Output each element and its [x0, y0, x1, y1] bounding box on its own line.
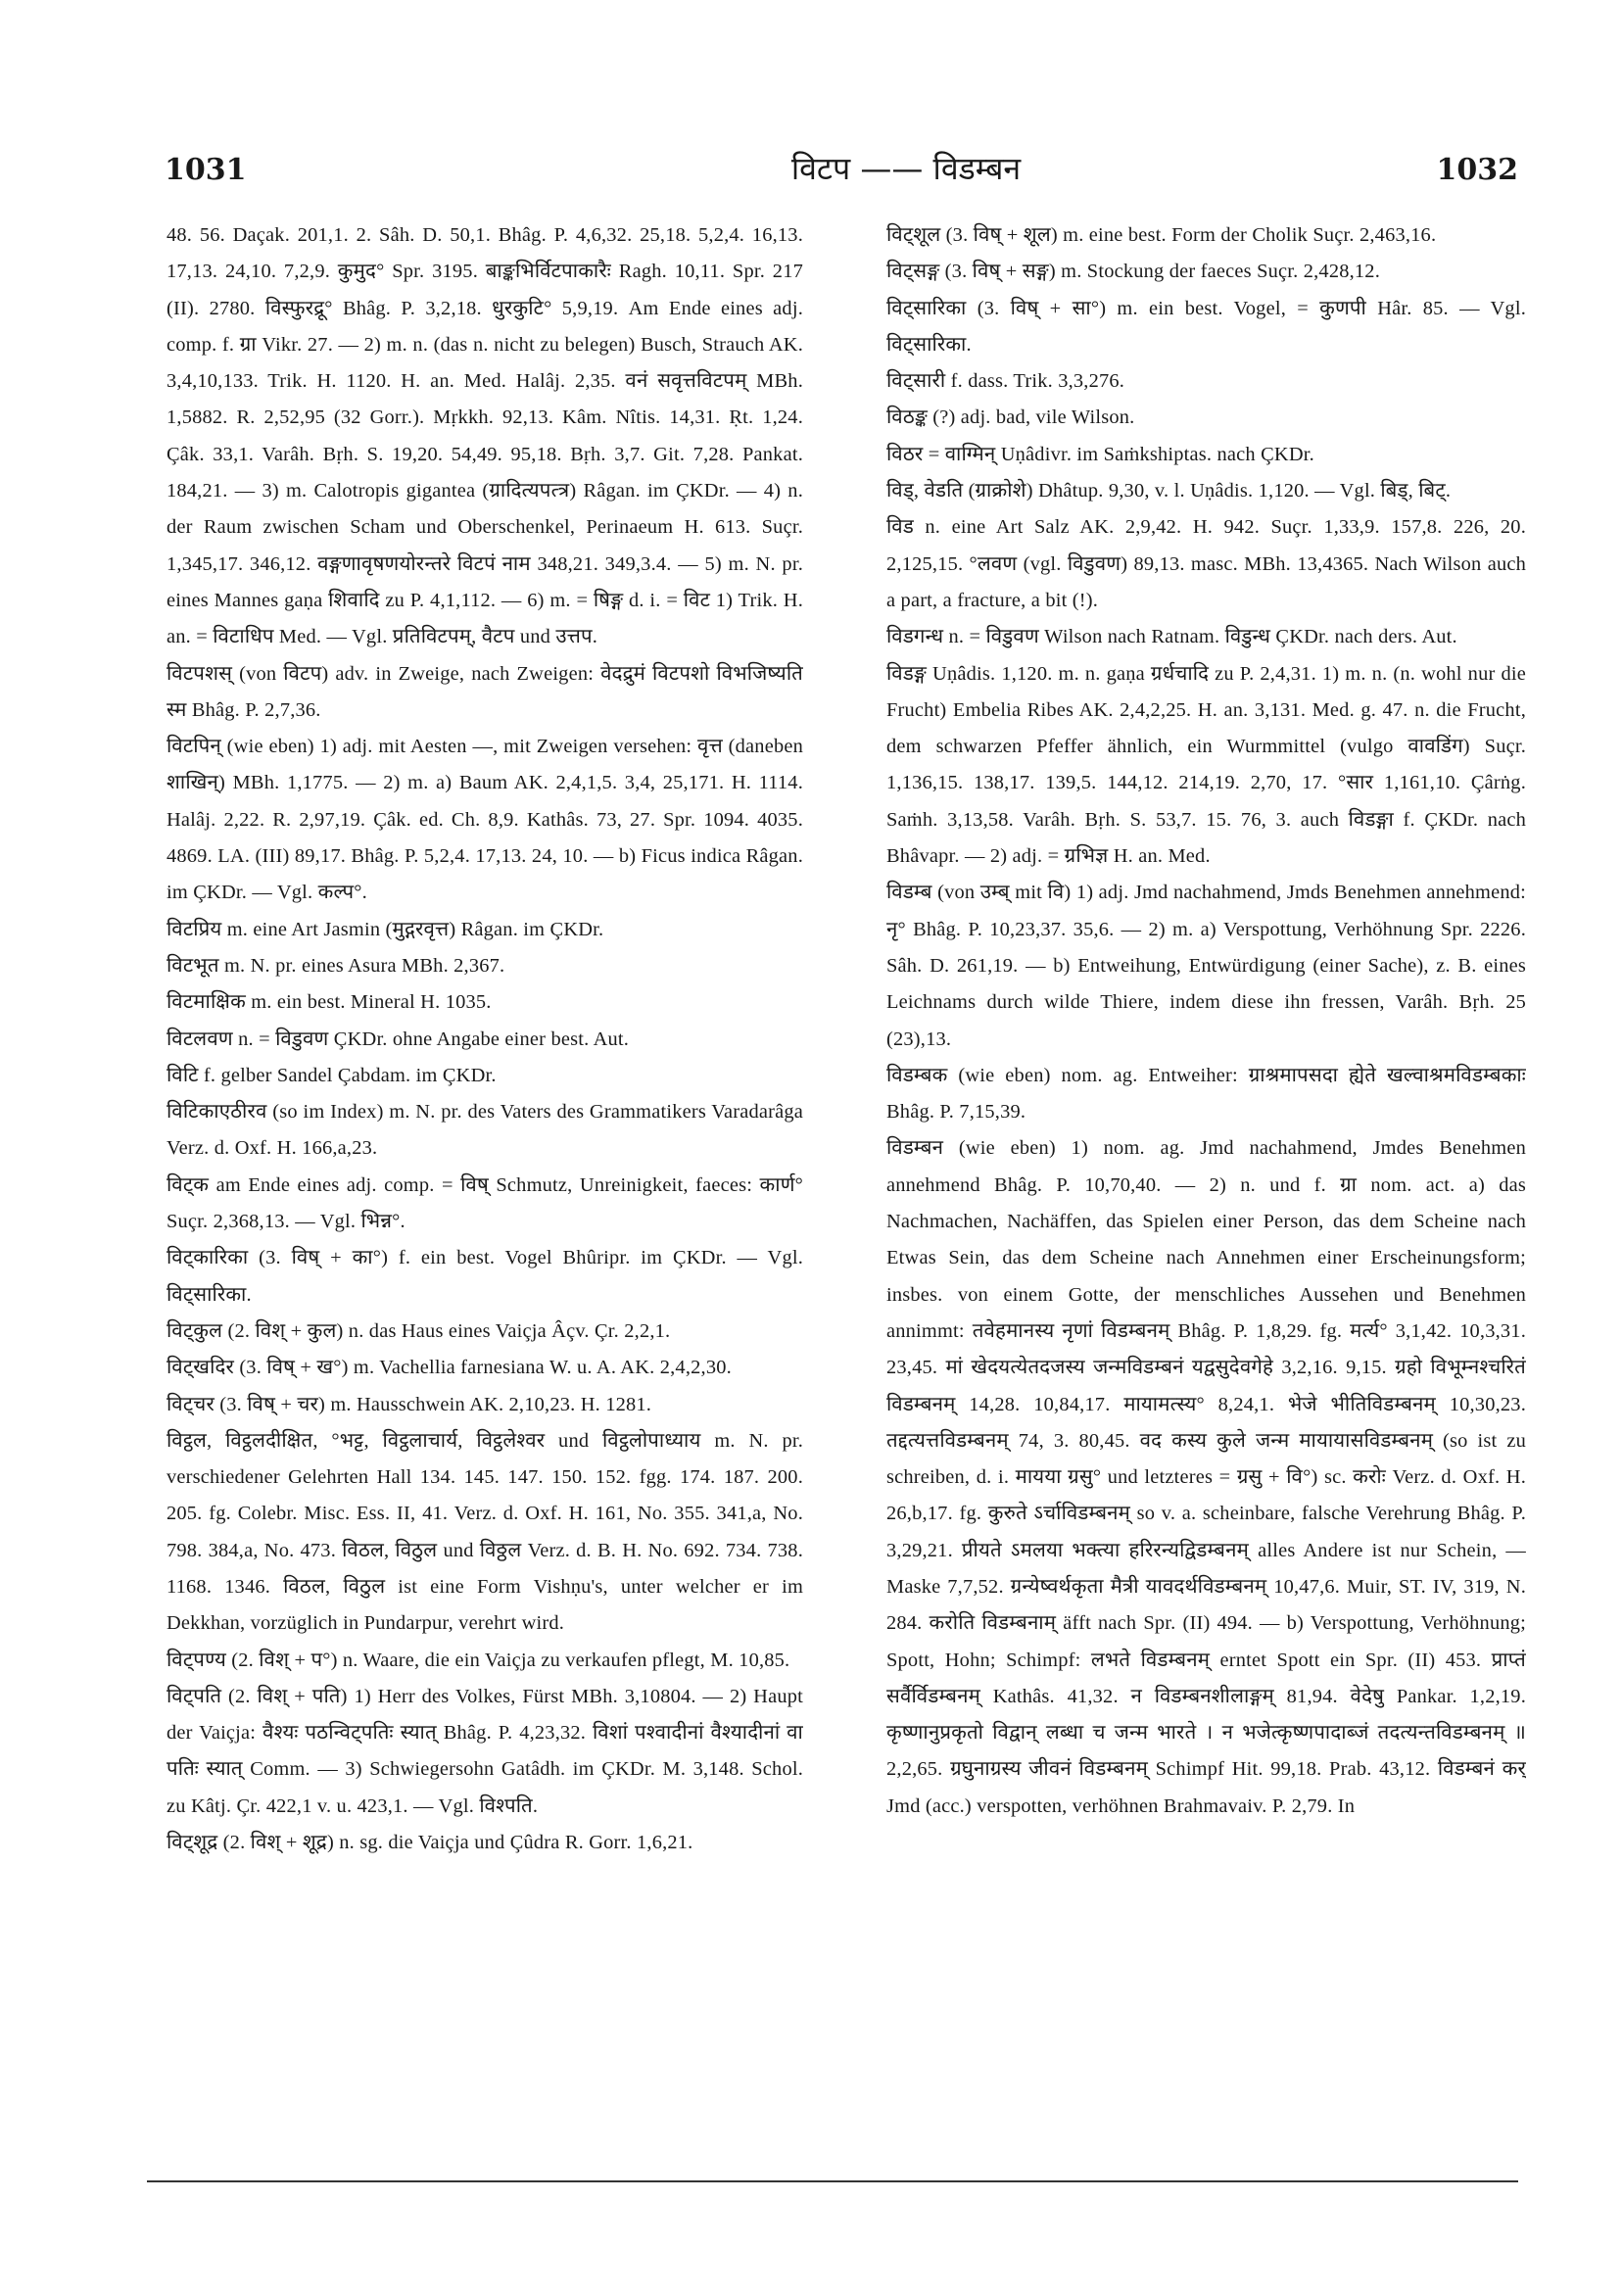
bottom-rule — [147, 2180, 1518, 2182]
entry-paragraph: विट्पण्य (2. विश् + प°) n. Waare, die ein Vaiçja zu verkaufen pflegt, M. 10,85. — [167, 1649, 790, 1671]
entry-paragraph: विट्क am Ende eines adj. comp. = विष् Schmutz, Unreinigkeit, faeces: कार्ण° Suçr. 2,368,13. — Vgl. भिन्न°. — [167, 1173, 803, 1233]
entry-paragraph: विड्, वेडति (ग्राक्रोशे) Dhâtup. 9,30, v. l. Uṇâdis. 1,120. — Vgl. बिड्, बिट्. — [886, 480, 1452, 502]
entry-paragraph: विट्कारिका (3. विष् + का°) f. ein best. Vogel Bhûripr. im ÇKDr. — Vgl. विट्सारिका. — [167, 1247, 803, 1306]
entry-paragraph: विठङ्क (?) adj. bad, vile Wilson. — [886, 407, 1135, 429]
entry-paragraph: विटपिन् (wie eben) 1) adj. mit Aesten —, mit Zweigen versehen: वृत्त (daneben शाखिन्) MBh. 1,1775. — 2) m. a) Baum AK. 2,4,1,5. 3,4, 25,171. H. 1114. Halâj. 2,22. R. 2,97,19. Çâk. ed. Ch. 8,9. Kathâs. 73, 27. Spr. 1094. 4035. 4869. LA. (III) 89,17. Bhâg. P. 5,2,4. 17,13. 24, 10. — b) Ficus indica Râgan. im ÇKDr. — Vgl. कल्प°. — [167, 736, 803, 904]
entry-paragraph: विट्चर (3. विष् + चर) m. Hausschwein AK. 2,10,23. H. 1281. — [167, 1393, 652, 1415]
entry-paragraph: विट्शूल (3. विष् + शूल) m. eine best. Form der Cholik Suçr. 2,463,16. — [886, 224, 1437, 246]
entry-paragraph: विट्ठल, विट्ठलदीक्षित, °भट्ट, विट्ठलाचार्य, विट्ठलेश्वर und विट्ठलोपाध्याय m. N. pr. verschiedener Gelehrten Hall 134. 145. 147. 150. 152. fgg. 174. 187. 200. 205. fg. Colebr. Misc. Ess. II, 41. Verz. d. Oxf. H. 161, No. 355. 341,a, No. 798. 384,a, No. 473. विठल, विठुल und विठ्ठल Verz. d. B. H. No. 692. 734. 738. 1168. 1346. विठल, विठुल ist eine Form Vishṇu's, unter welcher er im Dekkhan, vorzüglich in Pundarpur, verehrt wird. — [167, 1429, 803, 1635]
entry-paragraph: विटमाक्षिक m. ein best. Mineral H. 1035. — [167, 991, 492, 1014]
entry-paragraph: विडम्बन (wie eben) 1) nom. ag. Jmd nachahmend, Jmdes Benehmen annehmend Bhâg. P. 10,70,40. — 2) n. und f. ग्रा nom. act. a) das Nachmachen, Nachäffen, das Spielen einer Person, das dem Scheine nach Etwas Sein, das dem Scheine nach Annehmen einer Erscheinungsform; insbes. von einem Gotte, der menschliches Aussehen und Benehmen annimmt: तवेहमानस्य नृणां विडम्बनम् Bhâg. P. 1,8,29. fg. मर्त्य° 3,1,42. 10,3,31. 23,45. मां खेदयत्येतदजस्य जन्मविडम्बनं यद्वसुदेवगेहे 3,2,16. 9,15. ग्रहो विभूम्नश्चरितं विडम्बनम् 14,28. 10,84,17. मायामत्स्य° 8,24,1. भेजे भीतिविडम्बनम् 10,30,23. तद्दत्यत्तविडम्बनम् 74, 3. 80,45. वद कस्य कुले जन्म मायायासविडम्बनम् (so ist zu schreiben, d. i. मायया ग्रसु° und letzteres = ग्रसु + वि°) sc. करोः Verz. d. Oxf. H. 26,b,17. fg. कुरुते ऽर्चाविडम्बनम् so v. a. scheinbare, falsche Verehrung Bhâg. P. 3,29,21. प्रीयते ऽमलया भक्त्या हरिरन्यद्विडम्बनम् alles Andere ist nur Schein, — Maske 7,7,52. ग्रन्येष्वर्थकृता मैत्री यावदर्थविडम्बनम् 10,47,6. Muir, ST. IV, 319, N. 284. करोति विडम्बनाम् äfft nach Spr. (II) 494. — b) Verspottung, Verhöhnung; Spott, Hohn; Schimpf: लभते विडम्बनम् erntet Spott ein Spr. (II) 453. प्राप्तं सर्वैर्विडम्बनम् Kathâs. 41,32. न विडम्बनशीलाङ्गम् 81,94. वेदेषु Pankar. 1,2,19. कृष्णानुप्रकृतो विद्वान् लब्धा च जन्म भारते । न भजेत्कृष्णपादाब्जं तदत्यन्तविडम्बनम् ॥ 2,2,65. ग्रघुनाग्रस्य जीवनं विडम्बनम् Schimpf Hit. 99,18. Prab. 43,12. विडम्बनं कर् Jmd (acc.) verspotten, verhöhnen Brahmavaiv. P. 2,79. In — [886, 1137, 1526, 1817]
entry-paragraph: विट्सारी f. dass. Trik. 3,3,276. — [886, 370, 1125, 393]
entry-paragraph: विट्शूद्र (2. विश् + शूद्र) n. sg. die Vaiçja und Çûdra R. Gorr. 1,6,21. — [167, 1832, 693, 1854]
running-head: विटप —— विडम्बन — [790, 150, 1022, 187]
entry-paragraph: विट्सङ्ग (3. विष् + सङ्ग) m. Stockung der faeces Suçr. 2,428,12. — [886, 261, 1380, 283]
page-header — [147, 147, 1518, 194]
entry-paragraph: विट्सारिका (3. विष् + सा°) m. ein best. Vogel, = कुणपी Hâr. 85. — Vgl. विट्सारिका. — [886, 297, 1526, 356]
entry-paragraph: विडङ्ग Uṇâdis. 1,120. m. n. gaṇa ग्रर्धचादि zu P. 2,4,31. 1) m. n. (n. wohl nur die Frucht) Embelia Ribes AK. 2,4,2,25. H. an. 3,131. Med. g. 47. n. die Frucht, dem schwarzen Pfeffer ähnlich, ein Wurmmittel (vulgo वावडिंग) Suçr. 1,136,15. 138,17. 139,5. 144,12. 214,19. 2,70, 17. °सार 1,161,10. Çârṅg. Saṁh. 3,13,58. Varâh. Bṛh. S. 53,7. 15. 76, 3. auch विडङ्गा f. ÇKDr. nach Bhâvapr. — 2) adj. = ग्रभिज्ञ H. an. Med. — [886, 662, 1526, 868]
entry-paragraph: विट्खदिर (3. विष् + ख°) m. Vachellia farnesiana W. u. A. AK. 2,4,2,30. — [167, 1357, 732, 1379]
entry-paragraph: विटिकाएठीरव (so im Index) m. N. pr. des Vaters des Grammatikers Varadarâga Verz. d. Oxf. H. 166,a,23. — [167, 1101, 803, 1160]
entry-paragraph: विट्पति (2. विश् + पति) 1) Herr des Volkes, Fürst MBh. 3,10804. — 2) Haupt der Vaiçja: वैश्यः पठन्विट्पतिः स्यात् Bhâg. P. 4,23,32. विशां पश्वादीनां वैश्यादीनां वा पतिः स्यात् Comm. — 3) Schwiegersohn Gatâdh. im ÇKDr. M. 3,148. Schol. zu Kâtj. Çr. 422,1 v. u. 423,1. — Vgl. विश्पति. — [167, 1685, 803, 1817]
right-column — [886, 217, 1526, 2079]
left-page-number: 1031 — [165, 153, 247, 187]
entry-paragraph: विड n. eine Art Salz AK. 2,9,42. H. 942. Suçr. 1,33,9. 157,8. 226, 20. 2,125,15. °लवण (vgl. विडुवण) 89,13. masc. MBh. 13,4365. Nach Wilson auch a part, a fracture, a bit (!). — [886, 516, 1526, 611]
entry-paragraph: विट्कुल (2. विश् + कुल) n. das Haus eines Vaiçja Âçv. Çr. 2,2,1. — [167, 1319, 671, 1342]
entry-paragraph: विडम्ब (von उम्ब् mit वि) 1) adj. Jmd nachahmend, Jmds Benehmen annehmend: नृ° Bhâg. P. 10,23,37. 35,6. — 2) m. a) Verspottung, Verhöhnung Spr. 2226. Sâh. D. 261,19. — b) Entweihung, Entwürdigung (einer Sache), z. B. eines Leichnams durch wilde Thiere, indem diese ihn fressen, Varâh. Bṛh. 25 (23),13. — [886, 882, 1526, 1050]
entry-paragraph: विडगन्ध n. = विडुवण Wilson nach Ratnam. विडुन्ध ÇKDr. nach ders. Aut. — [886, 626, 1457, 648]
left-column — [167, 217, 803, 2079]
entry-paragraph: विटि f. gelber Sandel Çabdam. im ÇKDr. — [167, 1064, 497, 1086]
right-page-number: 1032 — [1436, 153, 1518, 187]
entry-paragraph: विठर = वाग्मिन् Uṇâdivr. im Saṁkshiptas. nach ÇKDr. — [886, 443, 1314, 465]
entry-paragraph: 48. 56. Daçak. 201,1. 2. Sâh. D. 50,1. Bhâg. P. 4,6,32. 25,18. 5,2,4. 16,13. 17,13. 24,10. 7,2,9. कुमुद° Spr. 3195. बाङ्कभिर्विटपाकारैः Ragh. 10,11. Spr. 217 (II). 2780. विस्फुरद्रू° Bhâg. P. 3,2,18. धुरकुटि° 5,9,19. Am Ende eines adj. comp. f. ग्रा Vikr. 27. — 2) m. n. (das n. nicht zu belegen) Busch, Strauch AK. 3,4,10,133. Trik. H. 1120. H. an. Med. Halâj. 2,35. वनं सवृत्तविटपम् MBh. 1,5882. R. 2,52,95 (32 Gorr.). Mṛkkh. 92,13. Kâm. Nîtis. 14,31. Ṛt. 1,24. Çâk. 33,1. Varâh. Bṛh. S. 19,20. 54,49. 95,18. Bṛh. 3,7. Git. 7,28. Pankat. 184,21. — 3) m. Calotropis gigantea (ग्रादित्यपत्त्र) Râgan. im ÇKDr. — 4) n. der Raum zwischen Scham und Oberschenkel, Perinaeum H. 613. Suçr. 1,345,17. 346,12. वङ्गणावृषणयोरन्तरे विटपं नाम 348,21. 349,3.4. — 5) m. N. pr. eines Mannes gaṇa शिवादि zu P. 4,1,112. — 6) m. = षिङ्ग d. i. = विट 1) Trik. H. an. = विटाधिप Med. — Vgl. प्रतिविटपम्, वैटप und उत्तप. — [167, 224, 803, 648]
entry-paragraph: विटलवण n. = विडुवण ÇKDr. ohne Angabe einer best. Aut. — [167, 1028, 630, 1050]
entry-paragraph: विडम्बक (wie eben) nom. ag. Entweiher: ग्राश्रमापसदा ह्येते खल्वाश्रमविडम्बकाः Bhâg. P. 7,15,39. — [886, 1064, 1526, 1124]
entry-paragraph: विटप्रिय m. eine Art Jasmin (मुद्गरवृत्त) Râgan. im ÇKDr. — [167, 918, 604, 940]
entry-paragraph: विटपशस् (von विटप) adv. in Zweige, nach Zweigen: वेदद्रुमं विटपशो विभजिष्यति स्म Bhâg. P. 2,7,36. — [167, 662, 803, 721]
entry-paragraph: विटभूत m. N. pr. eines Asura MBh. 2,367. — [167, 954, 505, 977]
